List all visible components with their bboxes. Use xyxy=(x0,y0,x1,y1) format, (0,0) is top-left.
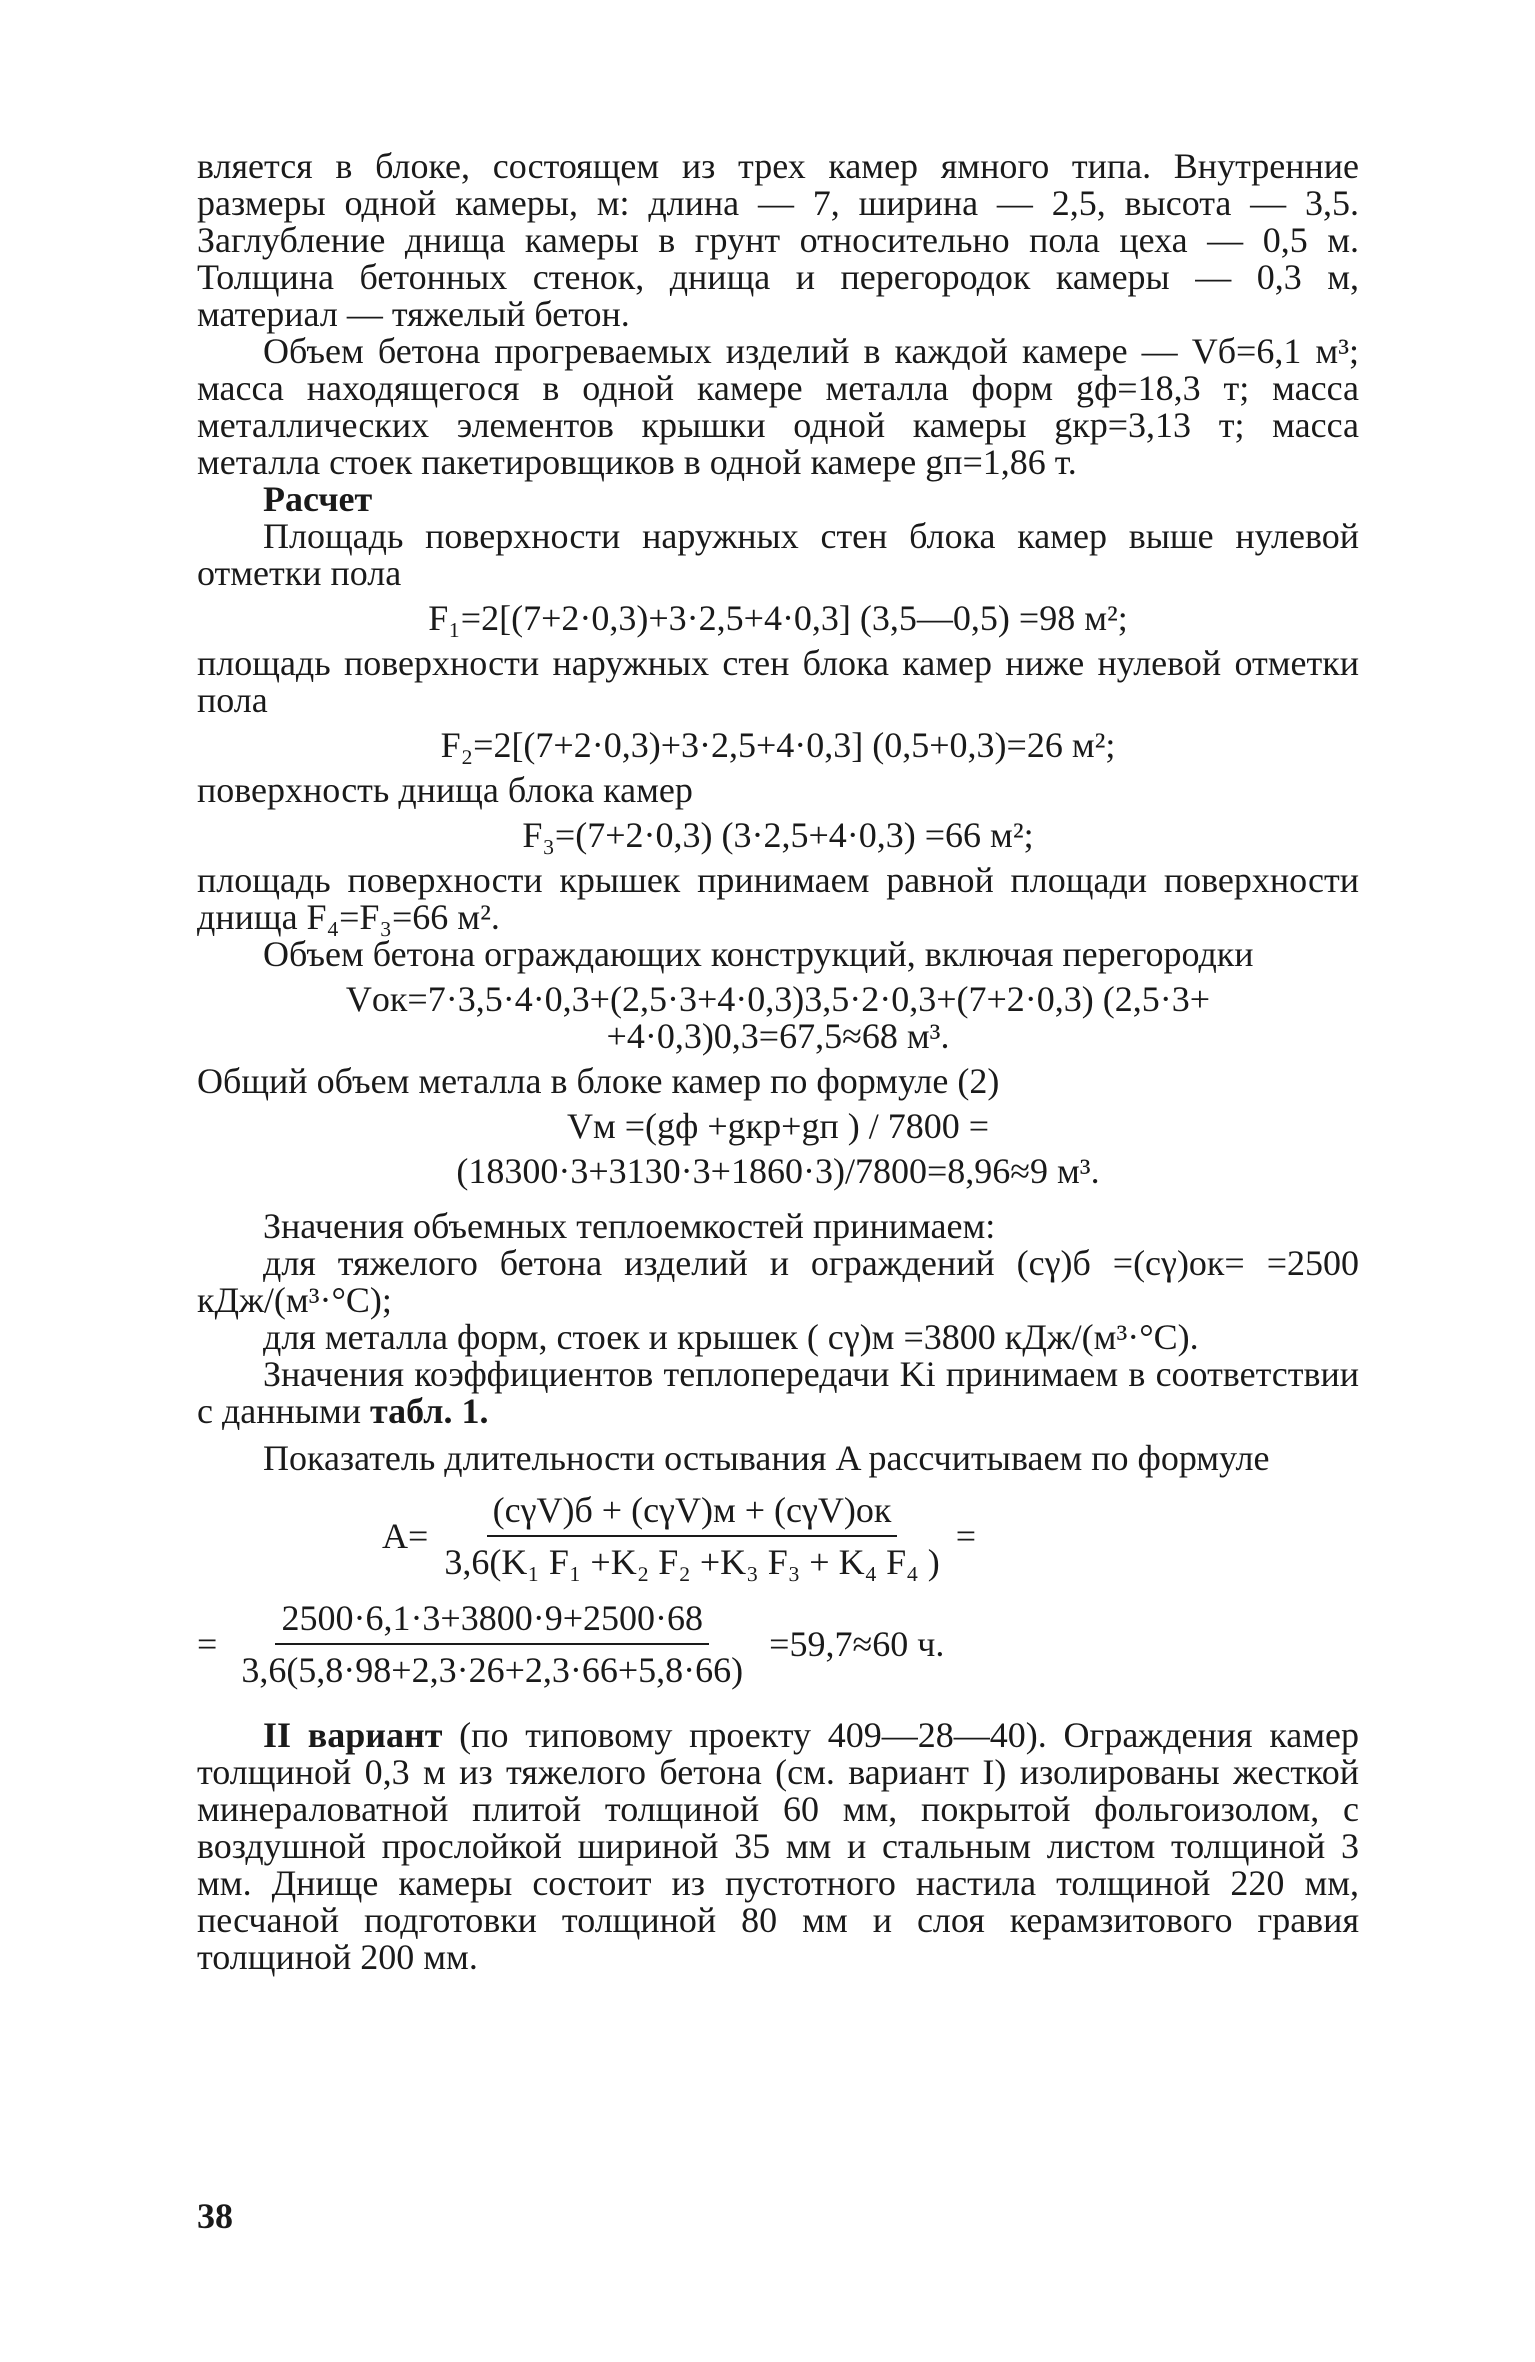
variant-two-label: II вариант xyxy=(263,1715,443,1755)
formula-vm-line2: (18300·3+3130·3+1860·3)/7800=8,96≈9 м³. xyxy=(456,1151,1100,1191)
heading-calculation: Расчет xyxy=(263,479,373,519)
formula-f3: F₃=(7+2·0,3) (3·2,5+4·0,3) =66 м²; xyxy=(522,815,1034,855)
formula-a-numeric-denominator: 3,6(5,8·98+2,3·26+2,3·66+5,8·66) xyxy=(241,1650,744,1690)
formula-a-general xyxy=(382,1489,1359,1583)
formula-f1: F₁=2[(7+2·0,3)+3·2,5+4·0,3] (3,5—0,5) =98 м²; xyxy=(428,598,1128,638)
formula-vm-line1: Vм =(gф +gкр+gп ) / 7800 = xyxy=(566,1106,990,1146)
paragraph-heat-transfer-text: Значения коэффициентов теплопередачи Ki принимаем в соответствии с данными xyxy=(197,1354,1359,1431)
paragraph-lid-area: площадь поверхности крышек принимаем равной площади поверхности днища F₄=F₃=66 м². xyxy=(197,860,1359,937)
paragraph-heat-capacity-concrete: для тяжелого бетона изделий и ограждений (cγ)б =(cγ)ок= =2500 кДж/(м³·°С); xyxy=(197,1243,1359,1320)
paragraph-enclosure-volume: Объем бетона ограждающих конструкций, включая перегородки xyxy=(263,934,1254,974)
paragraph-heat-transfer xyxy=(197,1356,1359,1430)
formula-a-fraction xyxy=(438,1489,945,1583)
formula-a-rhs: = xyxy=(955,1516,976,1556)
formula-a-numeric-numerator: 2500·6,1·3+3800·9+2500·68 xyxy=(275,1597,709,1645)
paragraph-volumes: Объем бетона прогреваемых изделий в каждой камере — Vб=6,1 м³; масса находящегося в одной камере металла форм gф=18,3 т; масса металлических элементов крышки одной камеры gкр=3,13 т; масса металла стоек пакетировщиков в одной камере gп=1,86 т. xyxy=(197,331,1359,482)
formula-a-lhs: A= xyxy=(382,1516,429,1556)
formula-a-numeric-fraction xyxy=(235,1597,749,1691)
paragraph-heat-capacity-intro: Значения объемных теплоемкостей принимаем: xyxy=(263,1206,996,1246)
paragraph-variant-two xyxy=(197,1717,1359,1976)
paragraph-heat-capacity-metal: для металла форм, стоек и крышек ( cγ)м =3800 кДж/(м³·°С). xyxy=(263,1317,1199,1357)
paragraph-outer-walls-below: площадь поверхности наружных стен блока камер ниже нулевой отметки пола xyxy=(197,643,1359,720)
page-number: 38 xyxy=(197,2196,233,2236)
variant-two-text: (по типовому проекту 409—28—40). Ограждения камер толщиной 0,3 м из тяжелого бетона (см. вариант I) изолированы жесткой минераловатной плитой толщиной 60 мм, покрытой фольгоизолом, с воздушной прослойкой шириной 35 мм и стальным листом толщиной 3 мм. Днище камеры состоит из пустотного настила толщиной 220 мм, песчаной подготовки толщиной 80 мм и слоя керамзитового гравия толщиной 200 мм. xyxy=(197,1715,1359,1977)
formula-a-numeric xyxy=(197,1597,1359,1691)
paragraph-intro: вляется в блоке, состоящем из трех камер ямного типа. Внутренние размеры одной камеры, м: длина — 7, ширина — 2,5, высота — 3,5. Заглубление днища камеры в грунт относительно пола цеха — 0,5 м. Толщина бетонных стенок, днища и перегородок камеры — 0,3 м, материал — тяжелый бетон. xyxy=(197,146,1359,334)
formula-vok-line2: +4·0,3)0,3=67,5≈68 м³. xyxy=(606,1016,950,1056)
paragraph-outer-walls-above: Площадь поверхности наружных стен блока камер выше нулевой отметки пола xyxy=(197,516,1359,593)
formula-a-denominator: 3,6(K₁ F₁ +K₂ F₂ +K₃ F₃ + K₄ F₄ ) xyxy=(444,1542,940,1582)
paragraph-bottom-surface: поверхность днища блока камер xyxy=(197,770,693,810)
formula-a-numerator: (cγV)б + (cγV)м + (cγV)ок xyxy=(487,1489,898,1537)
formula-vok-line1: Vок=7·3,5·4·0,3+(2,5·3+4·0,3)3,5·2·0,3+(7+2·0,3) (2,5·3+ xyxy=(345,979,1211,1019)
page-body xyxy=(197,148,1359,1976)
table-reference: табл. 1. xyxy=(370,1391,489,1431)
formula-a-numeric-lhs: = xyxy=(197,1624,218,1664)
formula-a-result: =59,7≈60 ч. xyxy=(769,1624,945,1664)
paragraph-metal-volume: Общий объем металла в блоке камер по формуле (2) xyxy=(197,1061,1000,1101)
formula-f2: F₂=2[(7+2·0,3)+3·2,5+4·0,3] (0,5+0,3)=26 м²; xyxy=(440,725,1116,765)
paragraph-cooling-index: Показатель длительности остывания A рассчитываем по формуле xyxy=(263,1438,1270,1478)
